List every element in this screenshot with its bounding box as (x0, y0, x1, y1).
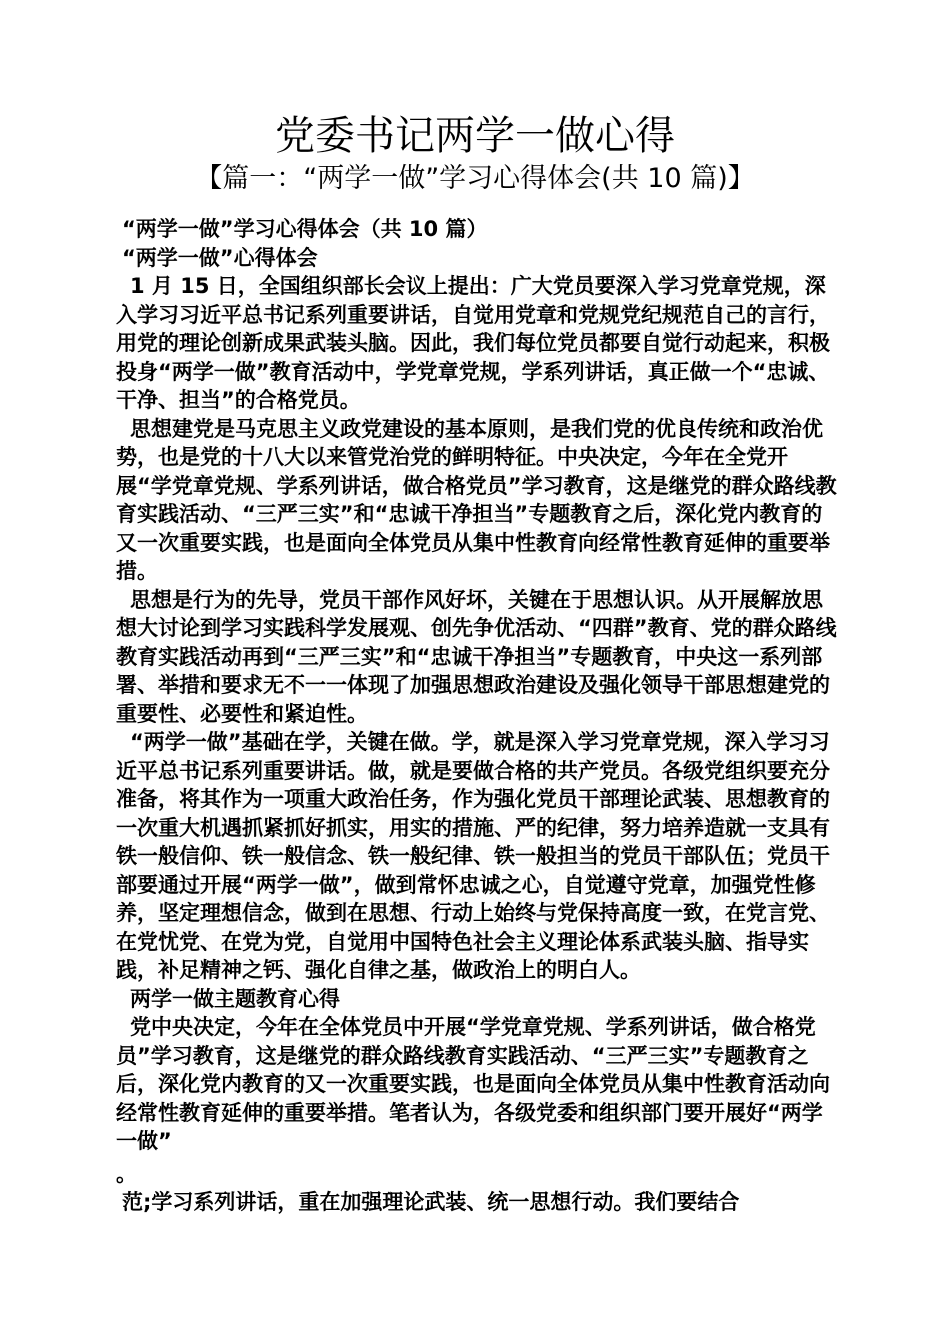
main-heading: “两学一做”学习心得体会（共 10 篇） (122, 217, 488, 241)
section-heading-1: “两学一做”心得体会 (122, 245, 318, 270)
page-title: 党委书记两学一做心得 (275, 113, 675, 159)
document-body (116, 215, 840, 1217)
paragraph-3: 思想是行为的先导，党员干部作风好坏，关键在于思想认识。从开展解放思想大讨论到学习实践科学发展观、创先争优活动、“四群”教育、党的群众路线教育实践活动再到“三严三实”和“忠诚干净担当”专题教育，中央这一系列部署、举措和要求无不一一体现了加强思想政治建设及强化领导干部思想建党的重要性、必要性和紧迫性。 (116, 587, 837, 726)
punctuation-line: 。 (116, 1161, 137, 1186)
paragraph-1: 1 月 15 日，全国组织部长会议上提出：广大党员要深入学习党章党规，深入学习习近平总书记系列重要讲话，自觉用党章和党规党纪规范自己的言行，用党的理论创新成果武装头脑。因此，我们每位党员都要自觉行动起来，积极投身“两学一做”教育活动中，学党章党规，学系列讲话，真正做一个“忠诚、干净、担当”的合格党员。 (116, 274, 830, 412)
paragraph-5: 党中央决定，今年在全体党员中开展“学党章党规、学系列讲话，做合格党员”学习教育，这是继党的群众路线教育实践活动、“三严三实”专题教育之后，深化党内教育的又一次重要实践，也是面向全体党员从集中性教育活动向经常性教育延伸的重要举措。笔者认为，各级党委和组织部门要开展好“两学一做” (116, 1015, 830, 1153)
page-subtitle: 【篇一：“两学一做”学习心得体会(共 10 篇)】 (195, 163, 755, 194)
paragraph-2: 思想建党是马克思主义政党建设的基本原则，是我们党的优良传统和政治优势，也是党的十八大以来管党治党的鲜明特征。中央决定，今年在全党开展“学党章党规、学系列讲话，做合格党员”学习教育，这是继党的群众路线教育实践活动、“三严三实”和“忠诚干净担当”专题教育之后，深化党内教育的又一次重要实践，也是面向全体党员从集中性教育向经常性教育延伸的重要举措。 (116, 416, 837, 583)
paragraph-4: “两学一做”基础在学，关键在做。学，就是深入学习党章党规，深入学习习近平总书记系列重要讲话。做，就是要做合格的共产党员。各级党组织要充分准备，将其作为一项重大政治任务，作为强化党员干部理论武装、思想教育的一次重大机遇抓紧抓好抓实，用实的措施、严的纪律，努力培养造就一支具有铁一般信仰、铁一般信念、铁一般纪律、铁一般担当的党员干部队伍；党员干部要通过开展“两学一做”，做到常怀忠诚之心，自觉遵守党章，加强党性修养，坚定理想信念，做到在思想、行动上始终与党保持高度一致，在党言党、在党忧党、在党为党，自觉用中国特色社会主义理论体系武装头脑、指导实践，补足精神之钙、强化自律之基，做政治上的明白人。 (116, 730, 830, 982)
paragraph-6: 范;学习系列讲话，重在加强理论武装、统一思想行动。我们要结合 (122, 1190, 740, 1214)
section-heading-2: 两学一做主题教育心得 (130, 986, 340, 1011)
